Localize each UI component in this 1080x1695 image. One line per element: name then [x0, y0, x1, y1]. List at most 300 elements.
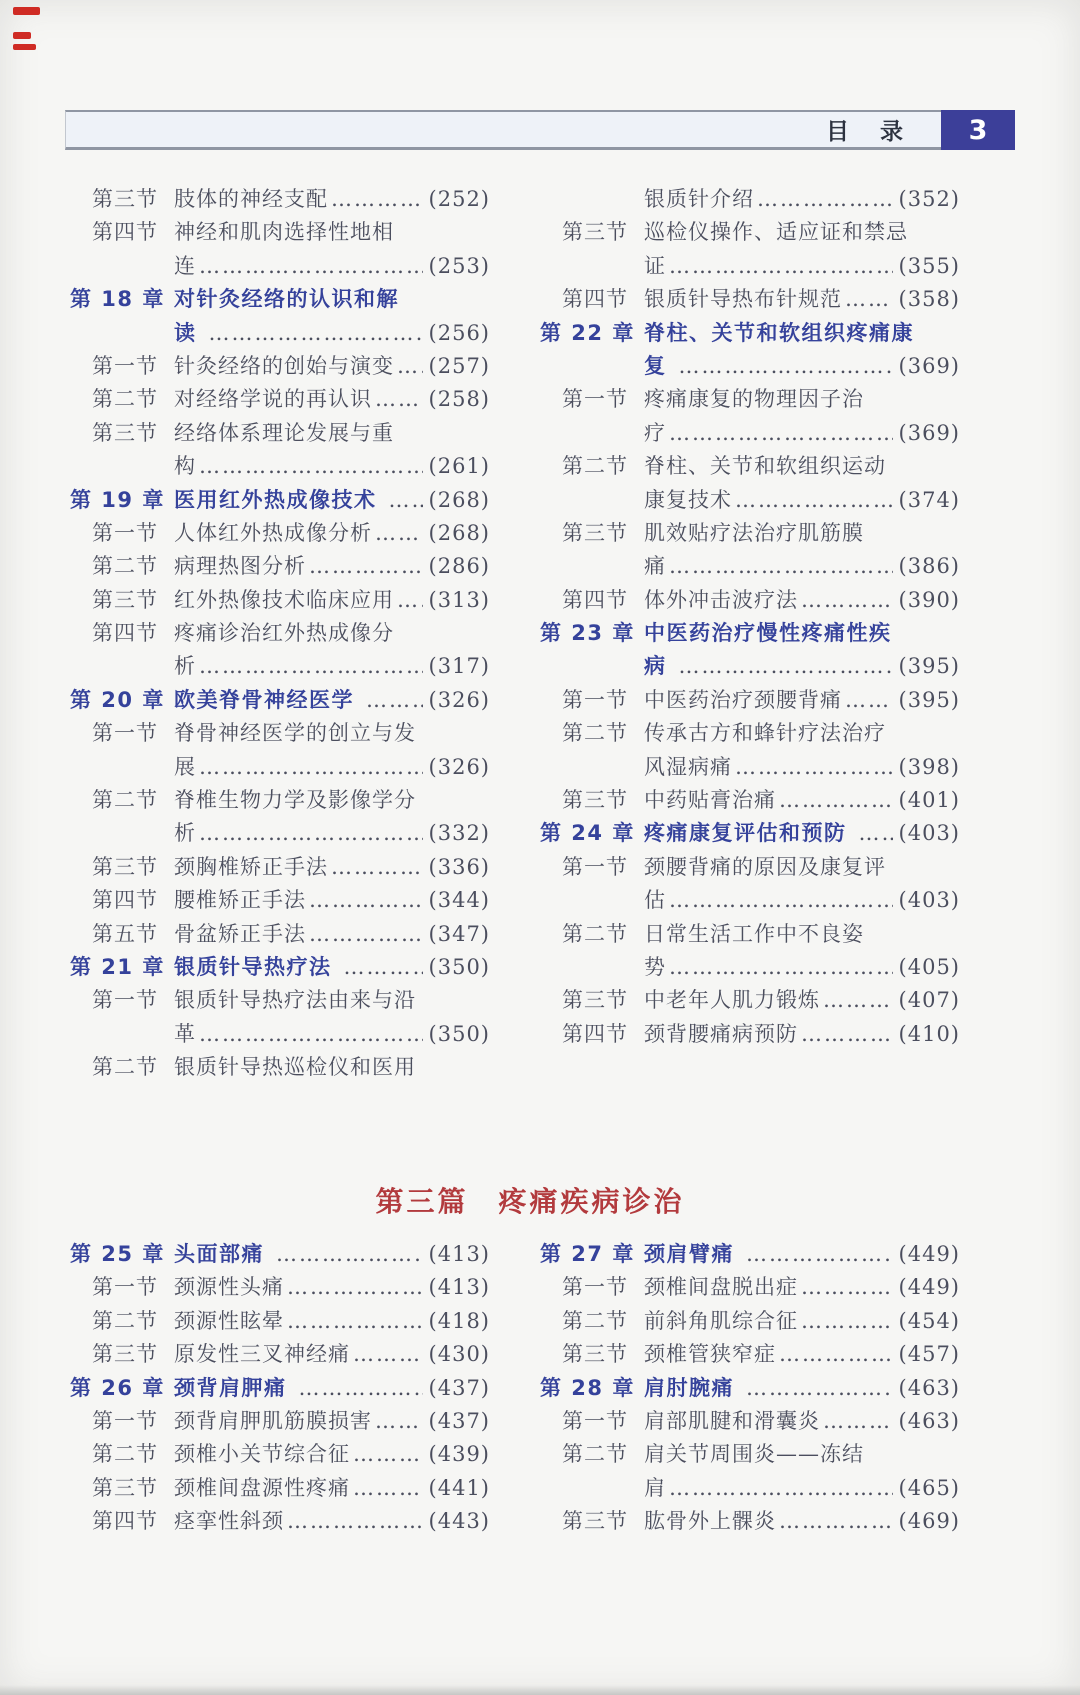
toc-entry [70, 484, 490, 517]
toc-entry [540, 1238, 960, 1271]
toc-entry-page: (326) [428, 754, 490, 779]
toc-entry-label: 第 25 章 [70, 1242, 165, 1266]
toc-entry [540, 1505, 960, 1538]
toc-entry-title: 中老年人肌力锻炼 [644, 988, 820, 1013]
toc-entry [540, 584, 960, 617]
toc-entry-title: 脊椎生物力学及影像学分 [174, 788, 416, 813]
toc-entry-title: 脊柱、关节和软组织运动 [644, 454, 886, 479]
toc-column-top-right [540, 183, 960, 1085]
toc-entry-title: 析 [174, 654, 196, 679]
toc-entry-title: 颈胸椎矫正手法 [174, 854, 328, 879]
toc-entry-page: (441) [428, 1475, 490, 1500]
toc-entry [70, 1505, 490, 1538]
dot-leader [669, 884, 893, 917]
dot-leader [309, 884, 423, 917]
toc-entry-page: (395) [898, 654, 960, 679]
toc-entry-title: 银质针导热巡检仪和医用 [174, 1055, 416, 1080]
toc-entry-page: (332) [428, 821, 490, 846]
dot-leader [801, 1305, 893, 1338]
toc-entry-label: 第三节 [562, 1509, 628, 1534]
toc-entry-page: (344) [428, 888, 490, 913]
toc-entry [70, 183, 490, 216]
toc-header-title: 目 录 [826, 119, 907, 145]
toc-entry-page: (317) [428, 654, 490, 679]
red-ink-artifact [13, 44, 36, 50]
toc-entry [540, 851, 960, 884]
toc-entry-page: (395) [898, 687, 960, 712]
dot-leader [823, 1405, 893, 1438]
toc-entry-title: 构 [174, 454, 196, 479]
dot-leader [823, 984, 893, 1017]
toc-entry-title: 肢体的神经支配 [174, 187, 328, 211]
toc-entry-page: (258) [428, 387, 490, 412]
toc-entry [540, 550, 960, 583]
toc-entry-label: 第一节 [562, 1275, 628, 1300]
toc-entry [540, 183, 960, 216]
dot-leader [746, 1238, 893, 1271]
dot-leader [299, 1372, 424, 1405]
toc-entry-title: 颈背腰痛病预防 [644, 1021, 798, 1046]
toc-entry [540, 1018, 960, 1051]
toc-entry [70, 1018, 490, 1051]
toc-entry-title: 体外冲击波疗法 [644, 587, 798, 612]
toc-entry-title: 腰椎矫正手法 [174, 888, 306, 913]
toc-entry-title: 脊骨神经医学的创立与发 [174, 721, 416, 746]
toc-entry [540, 1338, 960, 1371]
dot-leader [779, 1505, 893, 1538]
toc-entry [70, 717, 490, 750]
toc-entry [70, 1405, 490, 1438]
toc-column-bottom-right [540, 1238, 960, 1539]
toc-entry-label: 第一节 [92, 1275, 158, 1300]
toc-entry-page: (463) [898, 1408, 960, 1433]
toc-entry-title: 脊柱、关节和软组织疼痛康 [644, 320, 914, 345]
toc-entry-title: 读 [174, 320, 197, 345]
toc-entry-title: 康复技术 [644, 487, 732, 512]
toc-entry [540, 216, 960, 249]
toc-entry [70, 951, 490, 984]
dot-leader [375, 383, 423, 416]
toc-entry [70, 984, 490, 1017]
toc-entry-title: 头面部痛 [174, 1242, 264, 1266]
toc-entry [540, 1472, 960, 1505]
red-ink-artifact [13, 32, 31, 39]
toc-entry [70, 283, 490, 316]
toc-entry-label: 第二节 [92, 387, 158, 412]
toc-entry-page: (413) [428, 1242, 490, 1266]
toc-entry-page: (261) [428, 454, 490, 479]
toc-entry-title: 颈源性头痛 [174, 1275, 284, 1300]
toc-entry [70, 1372, 490, 1405]
dot-leader [859, 817, 894, 850]
toc-entry-label: 第一节 [92, 988, 158, 1013]
dot-leader [679, 650, 894, 683]
toc-entry-title: 经络体系理论发展与重 [174, 420, 394, 445]
toc-entry-label: 第三节 [562, 520, 628, 545]
toc-entry-page: (449) [898, 1275, 960, 1300]
toc-entry-title: 颈背肩胛肌筋膜损害 [174, 1408, 372, 1433]
toc-entry [540, 684, 960, 717]
toc-entry [70, 1271, 490, 1304]
toc-entry [70, 751, 490, 784]
toc-entry-label: 第四节 [562, 587, 628, 612]
toc-entry [540, 884, 960, 917]
toc-entry-page: (439) [428, 1442, 490, 1467]
toc-entry-title: 巡检仪操作、适应证和禁忌 [644, 220, 908, 245]
toc-entry-label: 第一节 [562, 687, 628, 712]
toc-column-bottom-left [70, 1238, 490, 1539]
toc-entry [540, 250, 960, 283]
toc-entry-label: 第 20 章 [70, 687, 165, 712]
dot-leader [199, 450, 423, 483]
toc-entry-label: 第二节 [92, 1308, 158, 1333]
toc-entry [540, 450, 960, 483]
toc-entry-title: 证 [644, 253, 666, 278]
toc-entry [70, 1438, 490, 1471]
toc-entry [540, 517, 960, 550]
toc-entry [70, 250, 490, 283]
toc-entry-title: 肌效贴疗法治疗肌筋膜 [644, 520, 864, 545]
toc-entry-page: (369) [898, 353, 960, 378]
toc-entry [70, 884, 490, 917]
dot-leader [679, 350, 894, 383]
dot-leader [199, 650, 423, 683]
toc-entry-title: 病 [644, 654, 667, 679]
dot-leader [746, 1372, 893, 1405]
toc-entry-title: 颈背肩胛痛 [174, 1375, 287, 1400]
toc-entry-label: 第 19 章 [70, 487, 165, 512]
dot-leader [801, 584, 893, 617]
toc-entry [70, 450, 490, 483]
toc-entry-title: 颈椎间盘脱出症 [644, 1275, 798, 1300]
toc-entry [540, 984, 960, 1017]
toc-entry-page: (355) [898, 253, 960, 278]
dot-leader [344, 951, 424, 984]
toc-entry-title: 估 [644, 888, 666, 913]
dot-leader [845, 283, 893, 316]
toc-entry-title: 颈肩臂痛 [644, 1242, 734, 1266]
toc-entry-page: (454) [898, 1308, 960, 1333]
toc-entry [70, 851, 490, 884]
toc-entry-page: (369) [898, 420, 960, 445]
toc-entry-title: 中药贴膏治痛 [644, 788, 776, 813]
toc-entry [540, 1271, 960, 1304]
toc-entry-page: (386) [898, 554, 960, 579]
toc-entry-page: (443) [428, 1509, 490, 1534]
toc-entry-label: 第 18 章 [70, 287, 165, 312]
toc-entry [540, 617, 960, 650]
toc-entry [70, 517, 490, 550]
toc-entry [70, 918, 490, 951]
toc-entry-page: (403) [898, 888, 960, 913]
toc-entry-page: (347) [428, 921, 490, 946]
dot-leader [735, 484, 893, 517]
dot-leader [287, 1505, 423, 1538]
toc-entry-title: 银质针导热疗法 [174, 954, 332, 979]
toc-entry-label: 第三节 [562, 220, 628, 245]
toc-entry-label: 第一节 [562, 1408, 628, 1433]
dot-leader [375, 1405, 423, 1438]
toc-entry-title: 骨盆矫正手法 [174, 921, 306, 946]
toc-entry-page: (253) [428, 253, 490, 278]
toc-entry-label: 第五节 [92, 921, 158, 946]
toc-entry-title: 势 [644, 954, 666, 979]
toc-entry-page: (268) [428, 520, 490, 545]
dot-leader [331, 183, 423, 216]
toc-entry-label: 第四节 [92, 1509, 158, 1534]
dot-leader [669, 951, 893, 984]
toc-entry-label: 第三节 [562, 788, 628, 813]
dot-leader [845, 684, 893, 717]
toc-entry [540, 1438, 960, 1471]
toc-entry-page: (268) [428, 487, 490, 512]
toc-entry-label: 第二节 [562, 454, 628, 479]
toc-entry-title: 复 [644, 353, 667, 378]
dot-leader [199, 817, 423, 850]
toc-entry-title: 颈源性眩晕 [174, 1308, 284, 1333]
dot-leader [669, 250, 893, 283]
toc-entry-page: (326) [428, 687, 490, 712]
toc-entry-title: 中医药治疗颈腰背痛 [644, 687, 842, 712]
dot-leader [209, 317, 424, 350]
toc-entry-label: 第二节 [92, 1442, 158, 1467]
dot-leader [397, 584, 423, 617]
dot-leader [199, 1018, 423, 1051]
dot-leader [779, 784, 893, 817]
toc-entry-page: (252) [428, 187, 490, 211]
toc-entry-page: (457) [898, 1342, 960, 1367]
toc-entry-label: 第 22 章 [540, 320, 635, 345]
toc-entry-page: (465) [898, 1475, 960, 1500]
toc-entry [540, 350, 960, 383]
toc-entry-label: 第三节 [562, 1342, 628, 1367]
toc-entry-page: (407) [898, 988, 960, 1013]
toc-entry-title: 肱骨外上髁炎 [644, 1509, 776, 1534]
toc-entry-label: 第三节 [92, 854, 158, 879]
toc-entry-title: 肩肘腕痛 [644, 1375, 734, 1400]
toc-entry-label: 第 28 章 [540, 1375, 635, 1400]
toc-entry-page: (350) [428, 1021, 490, 1046]
dot-leader [366, 684, 423, 717]
toc-entry-title: 欧美脊骨神经医学 [174, 687, 354, 712]
toc-entry-title: 痛 [644, 554, 666, 579]
scan-edge-shadow [0, 1685, 1080, 1695]
toc-entry-page: (374) [898, 487, 960, 512]
toc-entry-label: 第三节 [92, 587, 158, 612]
toc-entry [540, 650, 960, 683]
toc-entry-page: (358) [898, 287, 960, 312]
toc-entry-title: 肩 [644, 1475, 666, 1500]
toc-entry-page: (430) [428, 1342, 490, 1367]
toc-entry-title: 疗 [644, 420, 666, 445]
toc-entry-page: (463) [898, 1375, 960, 1400]
toc-entry-page: (410) [898, 1021, 960, 1046]
toc-entry [540, 317, 960, 350]
toc-entry-title: 神经和肌肉选择性地相 [174, 220, 394, 245]
toc-entry-page: (398) [898, 754, 960, 779]
page-number-box [941, 110, 1015, 150]
toc-entry-label: 第一节 [92, 520, 158, 545]
toc-entry [540, 283, 960, 316]
toc-entry-label: 第二节 [562, 921, 628, 946]
toc-entry-title: 传承古方和蜂针疗法治疗 [644, 721, 886, 746]
dot-leader [801, 1271, 893, 1304]
toc-entry-label: 第四节 [92, 888, 158, 913]
dot-leader [353, 1338, 423, 1371]
dot-leader [375, 517, 423, 550]
toc-entry-title: 析 [174, 821, 196, 846]
toc-entry-title: 人体红外热成像分析 [174, 520, 372, 545]
dot-leader [757, 183, 893, 216]
toc-entry-title: 中医药治疗慢性疼痛性疾 [644, 621, 892, 646]
toc-entry-title: 颈椎管狭窄症 [644, 1342, 776, 1367]
toc-entry-title: 连 [174, 253, 196, 278]
toc-entry [540, 784, 960, 817]
dot-leader [389, 484, 424, 517]
toc-entry [70, 1051, 490, 1084]
toc-entry [540, 417, 960, 450]
toc-entry-label: 第 26 章 [70, 1375, 165, 1400]
toc-entry [540, 717, 960, 750]
toc-entry-page: (413) [428, 1275, 490, 1300]
toc-entry-label: 第一节 [562, 387, 628, 412]
toc-entry-label: 第一节 [92, 721, 158, 746]
toc-entry-page: (403) [898, 821, 960, 846]
toc-entry [70, 1472, 490, 1505]
toc-entry-label: 第二节 [92, 1055, 158, 1080]
dot-leader [287, 1271, 423, 1304]
toc-entry-page: (401) [898, 788, 960, 813]
toc-entry-page: (256) [428, 320, 490, 345]
dot-leader [735, 751, 893, 784]
toc-entry-label: 第 24 章 [540, 821, 635, 846]
part-title-label: 第三篇 [375, 1185, 469, 1218]
toc-entry-title: 肩部肌腱和滑囊炎 [644, 1408, 820, 1433]
toc-entry [540, 951, 960, 984]
toc-entry-title: 疼痛诊治红外热成像分 [174, 621, 394, 646]
toc-entry-page: (336) [428, 854, 490, 879]
toc-entry-label: 第三节 [92, 420, 158, 445]
toc-entry [540, 1405, 960, 1438]
toc-entry-label: 第三节 [92, 1475, 158, 1500]
toc-entry-label: 第 27 章 [540, 1242, 635, 1266]
toc-entry-page: (313) [428, 587, 490, 612]
toc-entry-title: 革 [174, 1021, 196, 1046]
toc-entry [70, 317, 490, 350]
toc-entry-label: 第 23 章 [540, 621, 635, 646]
toc-entry-title: 红外热像技术临床应用 [174, 587, 394, 612]
dot-leader [397, 350, 423, 383]
toc-entry [70, 1238, 490, 1271]
toc-entry-title: 痉挛性斜颈 [174, 1509, 284, 1534]
dot-leader [331, 851, 423, 884]
toc-entry-title: 银质针导热疗法由来与沿 [174, 988, 416, 1013]
dot-leader [353, 1438, 423, 1471]
toc-entry-label: 第二节 [562, 721, 628, 746]
toc-entry-title: 病理热图分析 [174, 554, 306, 579]
toc-entry-title: 颈椎小关节综合征 [174, 1442, 350, 1467]
toc-entry [540, 383, 960, 416]
dot-leader [309, 918, 423, 951]
toc-entry [540, 751, 960, 784]
page-header-bar [65, 110, 1015, 150]
toc-entry-title: 对针灸经络的认识和解 [174, 287, 399, 312]
toc-entry [70, 684, 490, 717]
toc-entry [70, 584, 490, 617]
toc-entry-page: (449) [898, 1242, 960, 1266]
toc-entry-label: 第三节 [92, 187, 158, 211]
toc-column-top-left [70, 183, 490, 1085]
part-title-name: 疼痛疾病诊治 [498, 1185, 685, 1218]
toc-entry-page: (390) [898, 587, 960, 612]
toc-entry-label: 第二节 [92, 554, 158, 579]
toc-entry-label: 第四节 [92, 621, 158, 646]
toc-entry [540, 1372, 960, 1405]
toc-entry-title: 颈椎间盘源性疼痛 [174, 1475, 350, 1500]
toc-entry-page: (418) [428, 1308, 490, 1333]
page-number: 3 [968, 114, 988, 146]
toc-entry [70, 817, 490, 850]
toc-entry [70, 417, 490, 450]
toc-entry-label: 第三节 [562, 988, 628, 1013]
dot-leader [199, 751, 423, 784]
toc-entry-title: 展 [174, 754, 196, 779]
toc-entry-label: 第四节 [92, 220, 158, 245]
toc-entry-label: 第一节 [562, 854, 628, 879]
part-title [0, 1180, 1060, 1220]
toc-entry [70, 650, 490, 683]
toc-entry-label: 第四节 [562, 287, 628, 312]
dot-leader [353, 1472, 423, 1505]
toc-entry-label: 第三节 [92, 1342, 158, 1367]
dot-leader [309, 550, 423, 583]
toc-entry [70, 1338, 490, 1371]
toc-entry [70, 216, 490, 249]
toc-entry-label: 第 21 章 [70, 954, 165, 979]
toc-entry-label: 第四节 [562, 1021, 628, 1046]
toc-entry-title: 银质针介绍 [644, 187, 754, 211]
toc-entry [70, 383, 490, 416]
dot-leader [669, 1472, 893, 1505]
toc-section-top [70, 183, 960, 1085]
toc-entry-page: (437) [428, 1375, 490, 1400]
toc-entry [540, 918, 960, 951]
toc-entry-title: 疼痛康复评估和预防 [644, 821, 847, 846]
toc-entry-label: 第二节 [92, 788, 158, 813]
toc-entry-title: 前斜角肌综合征 [644, 1308, 798, 1333]
toc-entry-title: 风湿病痛 [644, 754, 732, 779]
toc-entry-page: (352) [898, 187, 960, 211]
toc-entry-page: (469) [898, 1509, 960, 1534]
toc-entry [540, 1305, 960, 1338]
toc-entry-page: (257) [428, 353, 490, 378]
dot-leader [276, 1238, 423, 1271]
toc-entry [70, 1305, 490, 1338]
toc-section-bottom [70, 1238, 960, 1539]
dot-leader [801, 1018, 893, 1051]
toc-entry [70, 350, 490, 383]
toc-entry-title: 原发性三叉神经痛 [174, 1342, 350, 1367]
toc-entry-title: 对经络学说的再认识 [174, 387, 372, 412]
toc-entry-title: 银质针导热布针规范 [644, 287, 842, 312]
toc-entry-label: 第一节 [92, 353, 158, 378]
dot-leader [287, 1305, 423, 1338]
toc-entry-page: (437) [428, 1408, 490, 1433]
dot-leader [199, 250, 423, 283]
toc-entry-label: 第一节 [92, 1408, 158, 1433]
dot-leader [669, 417, 893, 450]
toc-entry [70, 617, 490, 650]
